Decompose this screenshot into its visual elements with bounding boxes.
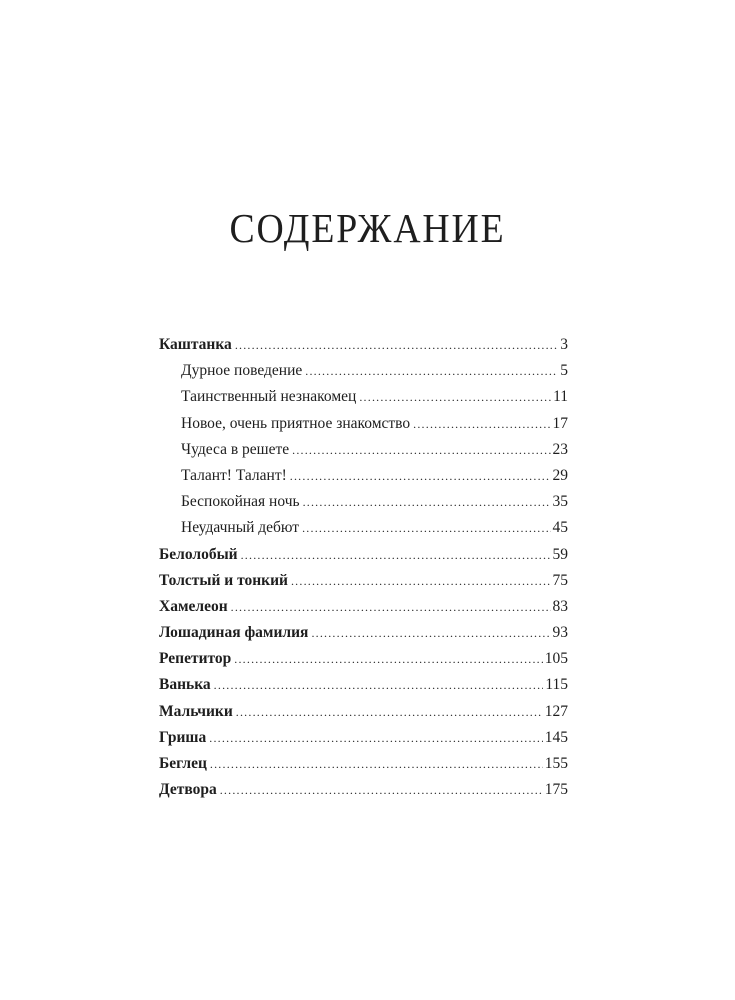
dot-leader (235, 332, 558, 358)
toc-entry-title: Толстый и тонкий (159, 571, 288, 589)
dot-leader (291, 568, 551, 594)
toc-entry[interactable] (159, 594, 568, 620)
toc-entry-page: 23 (552, 440, 568, 458)
dot-leader (305, 358, 558, 384)
toc-entry-page: 105 (544, 650, 568, 668)
dot-leader (220, 777, 543, 803)
toc-entry-title: Лошадиная фамилия (159, 624, 309, 642)
toc-entry[interactable] (159, 463, 568, 489)
dot-leader (290, 463, 551, 489)
toc-entry[interactable] (159, 411, 568, 437)
toc-entry-title: Хамелеон (159, 597, 228, 615)
toc-entry[interactable] (159, 777, 568, 803)
toc-entry-title: Таинственный незнакомец (181, 388, 357, 406)
toc-entry-page: 45 (552, 519, 568, 537)
toc-entry-title: Беглец (159, 755, 207, 772)
dot-leader (214, 672, 544, 698)
toc-entry-page: 11 (553, 388, 568, 406)
toc-entry-title: Беспокойная ночь (181, 493, 300, 511)
table-of-contents (159, 332, 568, 803)
toc-entry[interactable] (159, 672, 568, 698)
toc-entry[interactable] (159, 515, 568, 541)
toc-entry[interactable] (159, 725, 568, 751)
dot-leader (413, 411, 550, 437)
toc-entry-title: Детвора (159, 781, 217, 799)
toc-entry-page: 127 (544, 702, 568, 720)
dot-leader (241, 542, 551, 568)
dot-leader (209, 725, 542, 751)
toc-entry[interactable] (159, 620, 568, 646)
dot-leader (303, 489, 551, 515)
dot-leader (311, 620, 550, 646)
toc-entry-title: Каштанка (159, 336, 232, 353)
toc-entry-page: 29 (552, 466, 568, 484)
dot-leader (234, 646, 542, 672)
toc-entry[interactable] (159, 384, 568, 410)
toc-entry-title: Гриша (159, 728, 207, 746)
dot-leader (359, 384, 551, 410)
toc-entry-page: 155 (544, 755, 568, 772)
dot-leader (231, 594, 551, 620)
page-title: СОДЕРЖАНИЕ (229, 205, 506, 251)
toc-entry[interactable] (159, 646, 568, 672)
toc-entry-title: Белолобый (159, 545, 238, 563)
toc-entry-page: 75 (552, 571, 568, 589)
toc-entry-page: 3 (560, 336, 568, 353)
toc-entry-title: Мальчики (159, 702, 233, 720)
toc-entry[interactable] (159, 542, 568, 568)
toc-entry-page: 5 (560, 362, 568, 380)
toc-entry-page: 93 (552, 624, 568, 642)
toc-entry[interactable] (159, 332, 568, 358)
toc-entry-title: Неудачный дебют (181, 519, 300, 537)
toc-entry-page: 175 (544, 781, 568, 799)
toc-entry[interactable] (159, 699, 568, 725)
dot-leader (292, 437, 550, 463)
dot-leader (236, 699, 543, 725)
toc-entry-page: 115 (545, 676, 568, 694)
dot-leader (302, 515, 550, 541)
toc-entry-page: 59 (552, 545, 568, 563)
toc-entry-page: 35 (552, 493, 568, 511)
toc-entry-title: Репетитор (159, 650, 232, 668)
toc-entry-title: Талант! Талант! (181, 466, 287, 484)
toc-entry[interactable] (159, 489, 568, 515)
toc-entry[interactable] (159, 751, 568, 777)
toc-entry[interactable] (159, 358, 568, 384)
toc-entry[interactable] (159, 437, 568, 463)
toc-entry-page: 17 (552, 414, 568, 432)
toc-entry[interactable] (159, 568, 568, 594)
toc-entry-page: 83 (552, 597, 568, 615)
toc-entry-title: Ванька (159, 676, 211, 694)
dot-leader (210, 751, 543, 777)
toc-entry-title: Чудеса в решете (181, 440, 290, 458)
toc-entry-page: 145 (544, 728, 568, 746)
toc-entry-title: Новое, очень приятное знакомство (181, 414, 411, 432)
toc-entry-title: Дурное поведение (181, 362, 303, 380)
